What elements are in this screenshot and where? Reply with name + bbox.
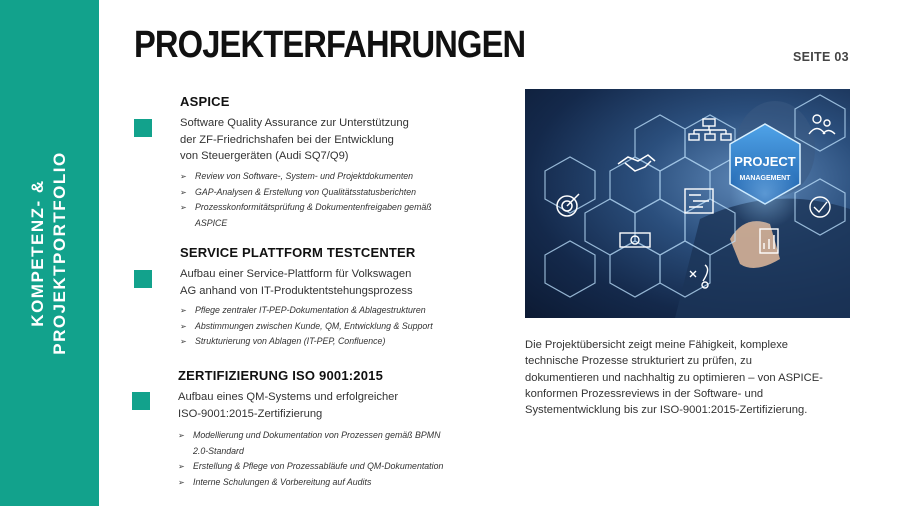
summary-line: konformen Prozessreviews in der Software- und xyxy=(525,387,764,400)
section-title-zertifizierung: ZERTIFIZIERUNG ISO 9001:2015 xyxy=(178,368,383,383)
summary-paragraph xyxy=(525,337,855,418)
bullet-text: ➢ Interne Schulungen & Vorbereitung auf Audits xyxy=(193,476,372,487)
bullet-item xyxy=(180,185,432,201)
section-marker xyxy=(134,119,152,137)
description-line: Aufbau einer Service-Plattform für Volkswagen xyxy=(180,268,412,280)
description-line: AG anhand von IT-Produktentstehungsprozess xyxy=(180,284,413,297)
section-description xyxy=(178,389,398,422)
glow xyxy=(730,159,800,229)
description-line: ISO-9001:2015-Zertifizierung xyxy=(178,407,323,420)
target-icon xyxy=(557,194,579,216)
section-title-service-plattform: SERVICE PLATTFORM TESTCENTER xyxy=(180,245,416,260)
hexagon-network-illustration xyxy=(525,89,850,318)
project-management-image xyxy=(525,89,850,318)
bullet-text: 2.0-Standard xyxy=(193,445,244,456)
bullet-item xyxy=(180,200,432,231)
sidebar-title-line: KOMPETENZ- & xyxy=(28,179,47,327)
page-title: PROJEKTERFAHRUNGEN xyxy=(134,24,526,66)
image-headline: PROJECT xyxy=(734,154,796,169)
summary-line: technische Prozesse strukturiert zu prüfen, zu xyxy=(525,355,752,368)
sidebar-title xyxy=(27,151,71,354)
description-line: von Steuergeräten (Audi SQ7/Q9) xyxy=(180,150,349,162)
bullet-item xyxy=(180,319,433,335)
image-subline: MANAGEMENT xyxy=(739,175,791,182)
bullet-item xyxy=(178,428,443,459)
bullet-item xyxy=(180,169,432,185)
bullet-text: ➢ Abstimmungen zwischen Kunde, QM, Entwicklung & Support xyxy=(195,320,433,331)
bullet-text: ➢ GAP-Analysen & Erstellung von Qualitätsstatusberichten xyxy=(195,186,417,197)
page-number: SEITE 03 xyxy=(793,50,849,64)
bullet-text: ➢ Prozesskonformitätsprüfung & Dokumentenfreigaben gemäß xyxy=(195,202,432,212)
bullet-list xyxy=(180,169,432,231)
org-chart-icon xyxy=(689,119,731,140)
bullet-text: ➢ Strukturierung von Ablagen (IT-PEP, Confluence) xyxy=(195,336,386,346)
summary-line: Systementwicklung bis zur ISO-9001:2015-Zertifizierung. xyxy=(525,404,808,417)
bullet-text: ➢ Modellierung und Dokumentation von Prozessen gemäß BPMN xyxy=(193,430,441,440)
section-description xyxy=(180,266,413,299)
bullet-list xyxy=(178,428,443,490)
gantt-chart-icon xyxy=(685,189,713,213)
bullet-text: ➢ Review von Software-, System- und Projektdokumenten xyxy=(195,171,414,181)
description-line: der ZF-Friedrichshafen bei der Entwicklung xyxy=(180,133,394,146)
bullet-item xyxy=(180,334,433,350)
bullet-list xyxy=(180,303,433,350)
bullet-item xyxy=(178,475,443,491)
description-line: Aufbau eines QM-Systems und erfolgreicher xyxy=(178,391,399,403)
bullet-text: ➢ Pflege zentraler IT-PEP-Dokumentation & Ablagestrukturen xyxy=(195,305,426,315)
bullet-text: ➢ Erstellung & Pflege von Prozessabläufe und QM-Dokumentation xyxy=(193,461,444,471)
section-title-aspice: ASPICE xyxy=(180,94,230,109)
section-marker xyxy=(132,392,150,410)
bullet-item xyxy=(180,303,433,319)
bullet-text: ASPICE xyxy=(195,217,228,228)
bullet-item xyxy=(178,459,443,475)
summary-line: Die Projektübersicht zeigt meine Fähigkeit, komplexe xyxy=(525,339,789,351)
section-marker xyxy=(134,270,152,288)
description-line: Software Quality Assurance zur Unterstützung xyxy=(180,117,409,129)
section-description xyxy=(180,115,409,165)
sidebar-title-line: PROJEKTPORTFOLIO xyxy=(50,151,69,355)
summary-line: dokumentieren und nachhaltig zu optimieren – von ASPICE- xyxy=(525,371,823,384)
sidebar xyxy=(0,0,99,506)
team-icon xyxy=(809,115,835,134)
